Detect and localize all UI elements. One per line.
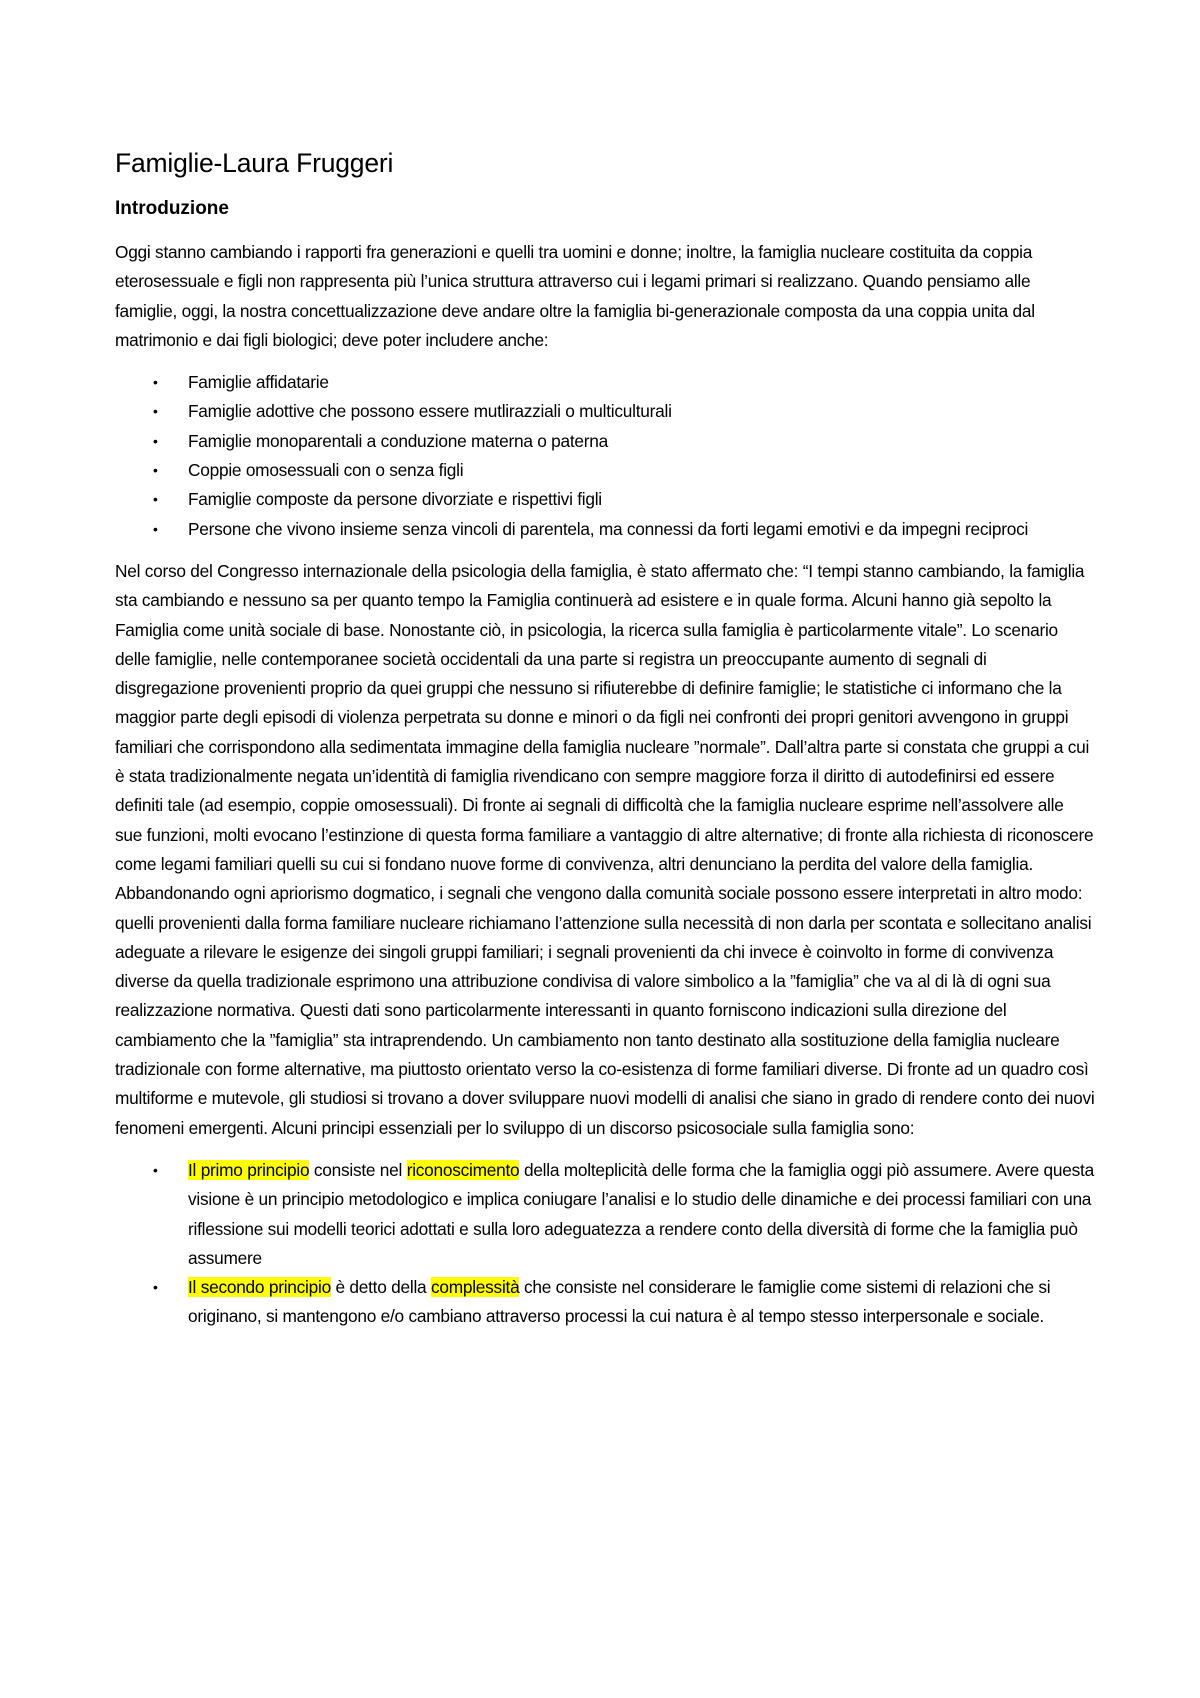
- intro-paragraph: Oggi stanno cambiando i rapporti fra generazioni e quelli tra uomini e donne; inoltre, la famiglia nucleare costituita da coppia eterosessuale e figli non rappresenta più l’unica struttura attraverso cui i legami primari si realizzano. Quando pensiamo alle famiglie, oggi, la nostra concettualizzazione deve andare oltre la famiglia bi-generazionale composta da una coppia unita dal matrimonio e dai figli biologici; deve poter includere anche:: [115, 242, 1035, 350]
- list-item-text: Coppie omosessuali con o senza figli: [188, 460, 464, 481]
- principles-list: [115, 1156, 1095, 1332]
- bullet-icon: •: [153, 432, 158, 449]
- list-item-text: Famiglie monoparentali a conduzione materna o paterna: [188, 430, 609, 451]
- bullet-icon: •: [153, 374, 158, 391]
- principle-text: della molteplicità delle forma che la famiglia oggi piò assumere. Avere questa visione è un principio metodologico e implica coniugare l’analisi e lo studio delle dinamiche e dei processi familiari con una riflessione sui modelli teorici adottati e sulla loro adeguatezza a rendere conto della diversità di forme che la famiglia può assumere: [188, 1159, 1094, 1268]
- bullet-icon: •: [153, 520, 158, 537]
- list-item: [115, 427, 1095, 456]
- bullet-icon: •: [153, 1161, 158, 1178]
- bullet-icon: •: [153, 491, 158, 508]
- principle-text: consiste nel: [309, 1159, 407, 1180]
- principle-text: che consiste nel considerare le famiglie come sistemi di relazioni che si originano, si mantengono e/o cambiano attraverso processi la cui natura è al tempo stesso interpersonale e sociale.: [188, 1277, 1051, 1327]
- bullet-icon: •: [153, 403, 158, 420]
- congress-paragraph: Nel corso del Congresso internazionale della psicologia della famiglia, è stato affermato che: “I tempi stanno cambiando, la famiglia sta cambiando e nessuno sa per quanto tempo la Famiglia continuerà ad esistere e in quale forma. Alcuni hanno già sepolto la Famiglia come unità sociale di base. Nonostante ciò, in psicologia, la ricerca sulla famiglia è particolarmente vitale”. Lo scenario delle famiglie, nelle contemporanee società occidentali da una parte si registra un preoccupante aumento di segnali di disgregazione provenienti proprio da quei gruppi che nessuno si rifiuterebbe di definire famiglie; le statistiche ci informano che la maggior parte degli episodi di violenza perpetrata su donne e minori o da figli nei confronti dei propri genitori avvengono in gruppi familiari che corrispondono alla sedimentata immagine della famiglia nucleare ”normale”. Dall’altra parte si constata che gruppi a cui è stata tradizionalmente negata un’identità di famiglia rivendicano con sempre maggiore forza il diritto di autodefinirsi ed essere definiti tale (ad esempio, coppie omosessuali). Di fronte ai segnali di difficoltà che la famiglia nucleare esprime nell’assolvere alle sue funzioni, molti evocano l’estinzione di questa forma familiare a vantaggio di altre alternative; di fronte alla richiesta di riconoscere come legami familiari quelli su cui si fondano nuove forme di convivenza, altri denunciano la perdita del valore della famiglia. Abbandonando ogni apriorismo dogmatico, i segnali che vengono dalla comunità sociale possono essere interpretati in altro modo: quelli provenienti dalla forma familiare nucleare richiamano l’attenzione sulla necessità di non darla per scontata e sollecitano analisi adeguate a rilevare le esigenze dei singoli gruppi familiari; i segnali provenienti da chi invece è coinvolto in forme di convivenza diverse da quella tradizionale esprimono una attribuzione condivisa di valore simbolico a la ”famiglia” che va al di là di ogni sua realizzazione normativa. Questi dati sono particolarmente interessanti in quanto forniscono indicazioni sulla direzione del cambiamento che la ”famiglia” sta intraprendendo. Un cambiamento non tanto destinato alla sostituzione della famiglia nucleare tradizionale con forme alternative, ma piuttosto orientato verso la co-esistenza di forme familiari diverse. Di fronte ad un quadro così multiforme e mutevole, gli studiosi si trovano a dover sviluppare nuovi modelli di analisi che siano in grado di rendere conto dei nuovi fenomeni emergenti. Alcuni principi essenziali per lo sviluppo di un discorso psicosociale sulla famiglia sono:: [115, 560, 1095, 1138]
- principle-item-1: [115, 1156, 1095, 1273]
- bullet-icon: •: [153, 1279, 158, 1296]
- family-types-list: [115, 368, 1095, 544]
- list-item: [115, 456, 1095, 485]
- list-item-text: Famiglie affidatarie: [188, 372, 329, 393]
- document-page: [115, 146, 1095, 1345]
- list-item: [115, 368, 1095, 397]
- section-heading: Introduzione: [115, 198, 229, 219]
- list-item-text: Famiglie adottive che possono essere mutlirazziali o multiculturali: [188, 401, 672, 422]
- highlight-second-principle: Il secondo principio: [188, 1277, 331, 1298]
- highlight-complexity: complessità: [430, 1277, 520, 1298]
- document-title: Famiglie-Laura Fruggeri: [115, 148, 394, 178]
- list-item: [115, 485, 1095, 514]
- list-item: [115, 397, 1095, 426]
- list-item: [115, 515, 1095, 544]
- principle-text: è detto della: [330, 1277, 431, 1298]
- list-item-text: Persone che vivono insieme senza vincoli di parentela, ma connessi da forti legami emotivi e da impegni reciproci: [188, 518, 1029, 539]
- highlight-recognition: riconoscimento: [406, 1159, 520, 1180]
- principle-item-2: [115, 1273, 1095, 1332]
- list-item-text: Famiglie composte da persone divorziate e rispettivi figli: [188, 489, 602, 510]
- bullet-icon: •: [153, 462, 158, 479]
- highlight-first-principle: Il primo principio: [188, 1159, 310, 1180]
